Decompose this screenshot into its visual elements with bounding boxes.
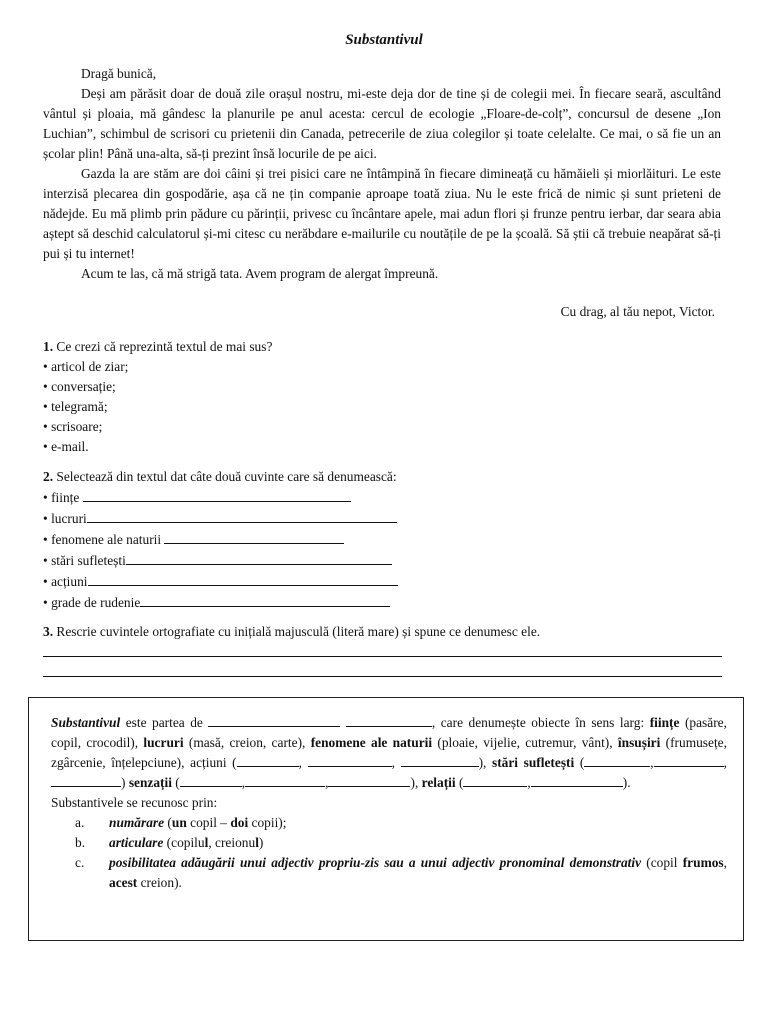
definition: Substantivul este partea de , care denumește obiecte în sens larg: ființe (pasăre, copil, crocodil), lucruri (masă, creion, carte), fenomene ale naturii (ploaie, vijelie, cutremur, vânt), însușiri (frumusețe, zgârcenie, înțelepciune), acțiuni ( , , ), stări sufletești ( , , ) senzații ( , , ), relații ( , ). bbox=[51, 715, 728, 790]
list-item: b. articulare (copilul, creionul) bbox=[75, 835, 264, 850]
option-item: • scrisoare; bbox=[43, 419, 103, 434]
answer-blank[interactable] bbox=[87, 508, 397, 523]
letter-paragraph: Acum te las, că mă strigă tata. Avem program de alergat împreună. bbox=[81, 266, 439, 281]
question-text: Rescrie cuvintele ortografiate cu inițială majusculă (literă mare) și spune ce denumesc ele. bbox=[56, 624, 541, 639]
option-item: • telegramă; bbox=[43, 399, 108, 414]
question-2 bbox=[43, 467, 733, 613]
theory-box bbox=[28, 697, 744, 941]
question-text: Ce crezi că reprezintă textul de mai sus? bbox=[56, 339, 273, 354]
answer-blank[interactable] bbox=[401, 753, 479, 767]
fill-item: • grade de rudenie bbox=[43, 592, 733, 613]
option-item: • e-mail. bbox=[43, 439, 89, 454]
term: Substantivul bbox=[51, 715, 121, 730]
question-text: Selectează din textul dat câte două cuvinte care să denumească: bbox=[56, 469, 397, 484]
answer-blank[interactable] bbox=[531, 773, 623, 787]
fill-item: • fenomene ale naturii bbox=[43, 529, 733, 550]
answer-line[interactable] bbox=[43, 676, 722, 677]
answer-line[interactable] bbox=[43, 656, 722, 657]
answer-blank[interactable] bbox=[88, 571, 398, 586]
answer-blank[interactable] bbox=[654, 753, 724, 767]
page-title: Substantivul bbox=[345, 32, 423, 48]
fill-item: • stări sufletești bbox=[43, 550, 733, 571]
list-item: a. numărare (un copil – doi copii); bbox=[75, 815, 287, 830]
letter-paragraph: Gazda la are stăm are doi câini și trei pisici care ne întâmpină în fiecare dimineață cu hămăieli și miorlăituri. Le este interzisă plecarea din gospodărie, așa că ne țin companie aproape toată ziua. Nu le este frică de nimic și sunt prieteni de nădejde. Eu mă plimb prin pădure cu părinții, privesc cu încântare apele, mai adun flori și frunze pentru ierbar, dar seara abia aștept să deschid calculatorul și-mi citesc cu nerăbdare e-mailurile cu noutățile de pe la școală. Să știi că trebuie neapărat să-ți pui și tu internet! bbox=[43, 166, 721, 261]
fill-item: • acțiuni bbox=[43, 571, 733, 592]
answer-blank[interactable] bbox=[308, 753, 392, 767]
answer-blank[interactable] bbox=[180, 773, 242, 787]
letter-paragraph: Deși am părăsit doar de două zile orașul nostru, mi-este deja dor de tine și de colegii mei. În fiecare seară, ascultând vântul și ploaia, mă gândesc la planurile pe anul acesta: cercul de ecologie „Floare-de-colț”, concursul de desene „Ion Luchian”, schimbul de scrisori cu prietenii din Canada, petrecerile de ziua colegilor și toate celelalte. Ce mai, o să fie un an școlar plin! Până una-alta, să-ți prezint însă locurile de pe aici. bbox=[43, 86, 721, 161]
answer-blank[interactable] bbox=[584, 753, 650, 767]
answer-blank[interactable] bbox=[140, 592, 390, 607]
answer-blank[interactable] bbox=[237, 753, 299, 767]
theory-text bbox=[51, 713, 727, 893]
answer-blank[interactable] bbox=[328, 773, 410, 787]
option-item: • conversație; bbox=[43, 379, 116, 394]
criteria-list bbox=[51, 813, 727, 893]
list-item: c. posibilitatea adăugării unui adjectiv propriu-zis sau a unui adjectiv pronominal demonstrativ (copil frumos, acest creion). bbox=[75, 855, 727, 890]
fill-item: • ființe bbox=[43, 487, 733, 508]
option-item: • articol de ziar; bbox=[43, 359, 129, 374]
fill-item: • lucruri bbox=[43, 508, 733, 529]
answer-blank[interactable] bbox=[51, 773, 121, 787]
question-3 bbox=[43, 622, 733, 642]
question-number: 3. bbox=[43, 624, 54, 639]
recognize-heading: Substantivele se recunosc prin: bbox=[51, 795, 218, 810]
letter-text bbox=[43, 64, 721, 284]
answer-blank[interactable] bbox=[463, 773, 527, 787]
answer-blank[interactable] bbox=[83, 487, 351, 502]
question-number: 2. bbox=[43, 469, 54, 484]
answer-blank[interactable] bbox=[208, 713, 340, 727]
answer-blank[interactable] bbox=[245, 773, 325, 787]
answer-blank[interactable] bbox=[164, 529, 344, 544]
question-1 bbox=[43, 337, 733, 457]
letter-greeting: Dragă bunică, bbox=[81, 66, 157, 81]
answer-blank[interactable] bbox=[126, 550, 392, 565]
question-number: 1. bbox=[43, 339, 54, 354]
answer-blank[interactable] bbox=[346, 713, 432, 727]
letter-signature: Cu drag, al tău nepot, Victor. bbox=[560, 304, 715, 319]
